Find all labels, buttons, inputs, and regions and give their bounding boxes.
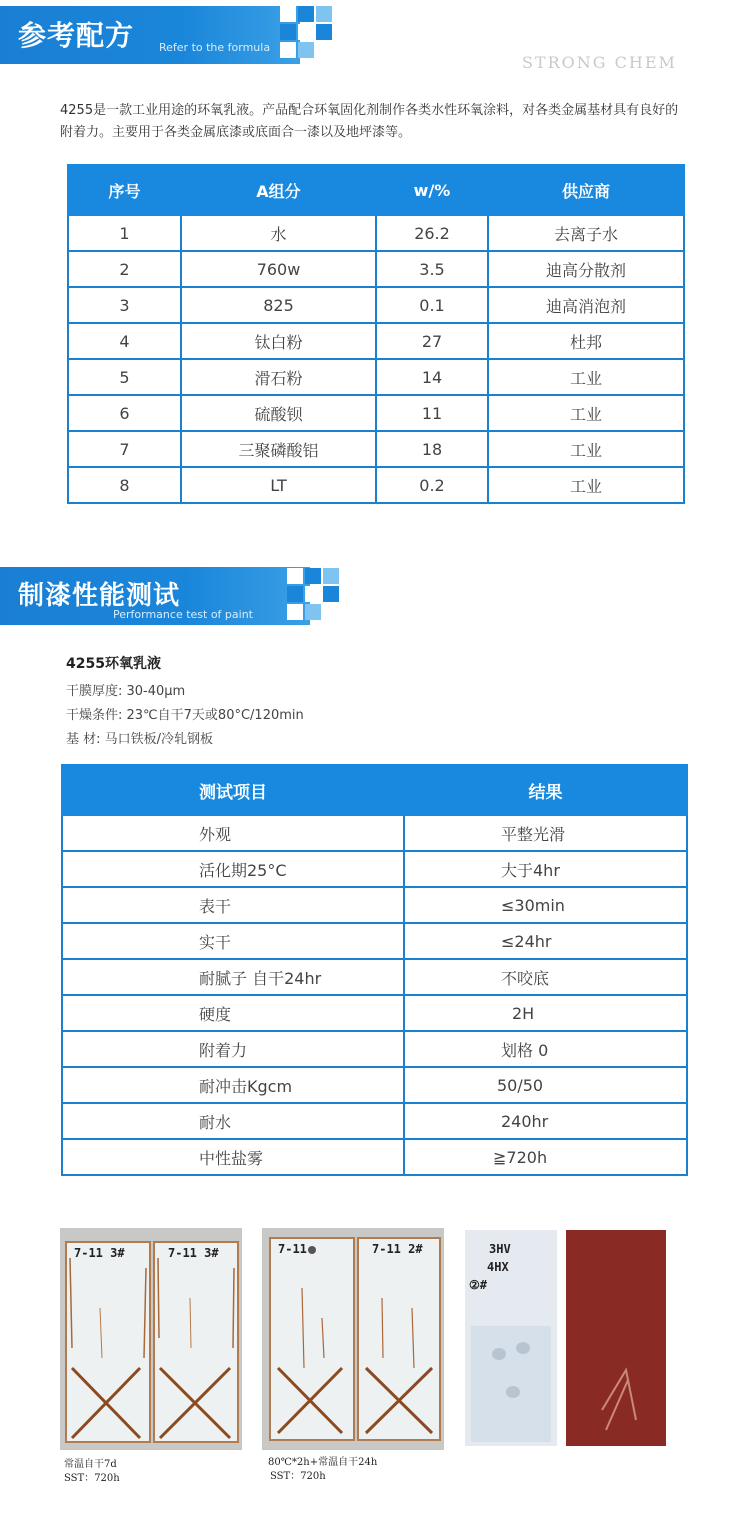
rusted-panels-image [60, 1228, 242, 1450]
table-row [62, 1067, 687, 1103]
table-cell: 14 [376, 359, 488, 395]
table-cell: 2H [404, 995, 687, 1031]
table-row [62, 1031, 687, 1067]
checker-decoration-icon [287, 568, 347, 628]
table-row [68, 251, 684, 287]
table-cell: 工业 [488, 395, 684, 431]
rusted-panels-image [262, 1228, 444, 1450]
table-row [68, 431, 684, 467]
table-row [62, 959, 687, 995]
section-title-zh: 制漆性能测试 [18, 581, 181, 611]
table-cell: 3.5 [376, 251, 488, 287]
table-cell: 三聚磷酸铝 [181, 431, 376, 467]
table-cell: 2 [68, 251, 181, 287]
performance-table [61, 764, 688, 1176]
table-cell: 平整光滑 [404, 815, 687, 851]
panel-marking: 3HV [489, 1242, 511, 1256]
caption-line: SST：720h [64, 1473, 120, 1484]
table-cell: ≧720h [404, 1139, 687, 1175]
spec-thickness: 干膜厚度: 30-40μm [66, 684, 186, 699]
table-row [68, 359, 684, 395]
table-cell: 不咬底 [404, 959, 687, 995]
table-cell: 3 [68, 287, 181, 323]
panel-marking: 7-11 3# [168, 1246, 219, 1260]
table-cell: 825 [181, 287, 376, 323]
section-title-en: Performance test of paint [113, 608, 253, 621]
table-cell: 去离子水 [488, 215, 684, 251]
spec-substrate: 基 材: 马口铁板/冷轧钢板 [66, 732, 214, 747]
table-cell: 4 [68, 323, 181, 359]
table-row [68, 467, 684, 503]
intro-paragraph: 4255是一款工业用途的环氧乳液。产品配合环氧固化剂制作各类水性环氧涂料，对各类金属基材具有良好的附着力。主要用于各类金属底漆或底面合一漆以及地坪漆等。 [60, 103, 679, 140]
table-row [68, 215, 684, 251]
header-cell: 供应商 [488, 165, 684, 215]
caption-line: SST：720h [270, 1471, 326, 1482]
table-cell: 240hr [404, 1103, 687, 1139]
panel-marking: 4HX [487, 1260, 509, 1274]
photo-caption-1 [64, 1458, 120, 1486]
product-subtitle: 4255环氧乳液 [66, 656, 161, 672]
table-cell: 大于4hr [404, 851, 687, 887]
table-cell: 滑石粉 [181, 359, 376, 395]
table-row [68, 395, 684, 431]
table-cell: 水 [181, 215, 376, 251]
table-header-row [68, 165, 684, 215]
header-cell: A组分 [181, 165, 376, 215]
table-row [68, 287, 684, 323]
table-row [62, 815, 687, 851]
table-row [68, 323, 684, 359]
section-title-zh: 参考配方 [18, 19, 135, 52]
red-panel-photo [566, 1230, 666, 1446]
table-row [62, 995, 687, 1031]
red-panel-image [566, 1230, 666, 1446]
table-cell: 活化期25°C [62, 851, 404, 887]
table-cell: 7 [68, 431, 181, 467]
table-cell: 附着力 [62, 1031, 404, 1067]
table-header-row [62, 765, 687, 815]
table-cell: 中性盐雾 [62, 1139, 404, 1175]
panel-marking: 7-11 [278, 1242, 307, 1256]
table-cell: 迪高分散剂 [488, 251, 684, 287]
header-cell: w/% [376, 165, 488, 215]
table-cell: 实干 [62, 923, 404, 959]
table-cell: 8 [68, 467, 181, 503]
salt-spray-photo-1 [60, 1228, 242, 1450]
section-banner-performance [0, 567, 310, 625]
table-row [62, 887, 687, 923]
section-banner-formula [0, 6, 300, 64]
table-cell: 0.2 [376, 467, 488, 503]
panel-marking: 7-11 2# [372, 1242, 423, 1256]
table-cell: 0.1 [376, 287, 488, 323]
panel-marking: 7-11 3# [74, 1246, 125, 1260]
header-cell: 结果 [404, 765, 687, 815]
impact-panel-image [465, 1230, 557, 1446]
table-cell: 杜邦 [488, 323, 684, 359]
photo-caption-2 [268, 1456, 377, 1484]
panel-marking: ②# [469, 1278, 487, 1292]
caption-line: 80℃*2h+常温自干24h [268, 1457, 378, 1468]
table-cell: 工业 [488, 359, 684, 395]
table-cell: 硫酸钡 [181, 395, 376, 431]
table-cell: 50/50 [404, 1067, 687, 1103]
table-row [62, 1103, 687, 1139]
table-cell: 11 [376, 395, 488, 431]
table-cell: 工业 [488, 431, 684, 467]
brand-logo-text: STRONG CHEM [522, 53, 677, 72]
table-cell: 6 [68, 395, 181, 431]
table-cell: 硬度 [62, 995, 404, 1031]
table-cell: ≤30min [404, 887, 687, 923]
table-cell: 1 [68, 215, 181, 251]
impact-test-photo [465, 1230, 557, 1446]
table-cell: ≤24hr [404, 923, 687, 959]
table-row [62, 851, 687, 887]
table-cell: 钛白粉 [181, 323, 376, 359]
table-cell: 迪高消泡剂 [488, 287, 684, 323]
table-cell: 760w [181, 251, 376, 287]
table-cell: 18 [376, 431, 488, 467]
table-cell: 5 [68, 359, 181, 395]
salt-spray-photo-2 [262, 1228, 444, 1450]
table-cell: 26.2 [376, 215, 488, 251]
table-cell: 划格 0 [404, 1031, 687, 1067]
caption-line: 常温自干7d [64, 1459, 117, 1470]
table-cell: 耐水 [62, 1103, 404, 1139]
table-row [62, 923, 687, 959]
table-cell: 外观 [62, 815, 404, 851]
formula-table [67, 164, 685, 504]
table-cell: LT [181, 467, 376, 503]
header-cell: 测试项目 [62, 765, 404, 815]
table-cell: 工业 [488, 467, 684, 503]
table-cell: 耐腻子 自干24hr [62, 959, 404, 995]
table-row [62, 1139, 687, 1175]
section-title-en: Refer to the formula [159, 41, 271, 54]
table-cell: 27 [376, 323, 488, 359]
checker-decoration-icon [280, 6, 340, 66]
spec-drying: 干燥条件: 23℃自干7天或80°C/120min [66, 708, 304, 723]
table-cell: 耐冲击Kgcm [62, 1067, 404, 1103]
table-cell: 表干 [62, 887, 404, 923]
header-cell: 序号 [68, 165, 181, 215]
